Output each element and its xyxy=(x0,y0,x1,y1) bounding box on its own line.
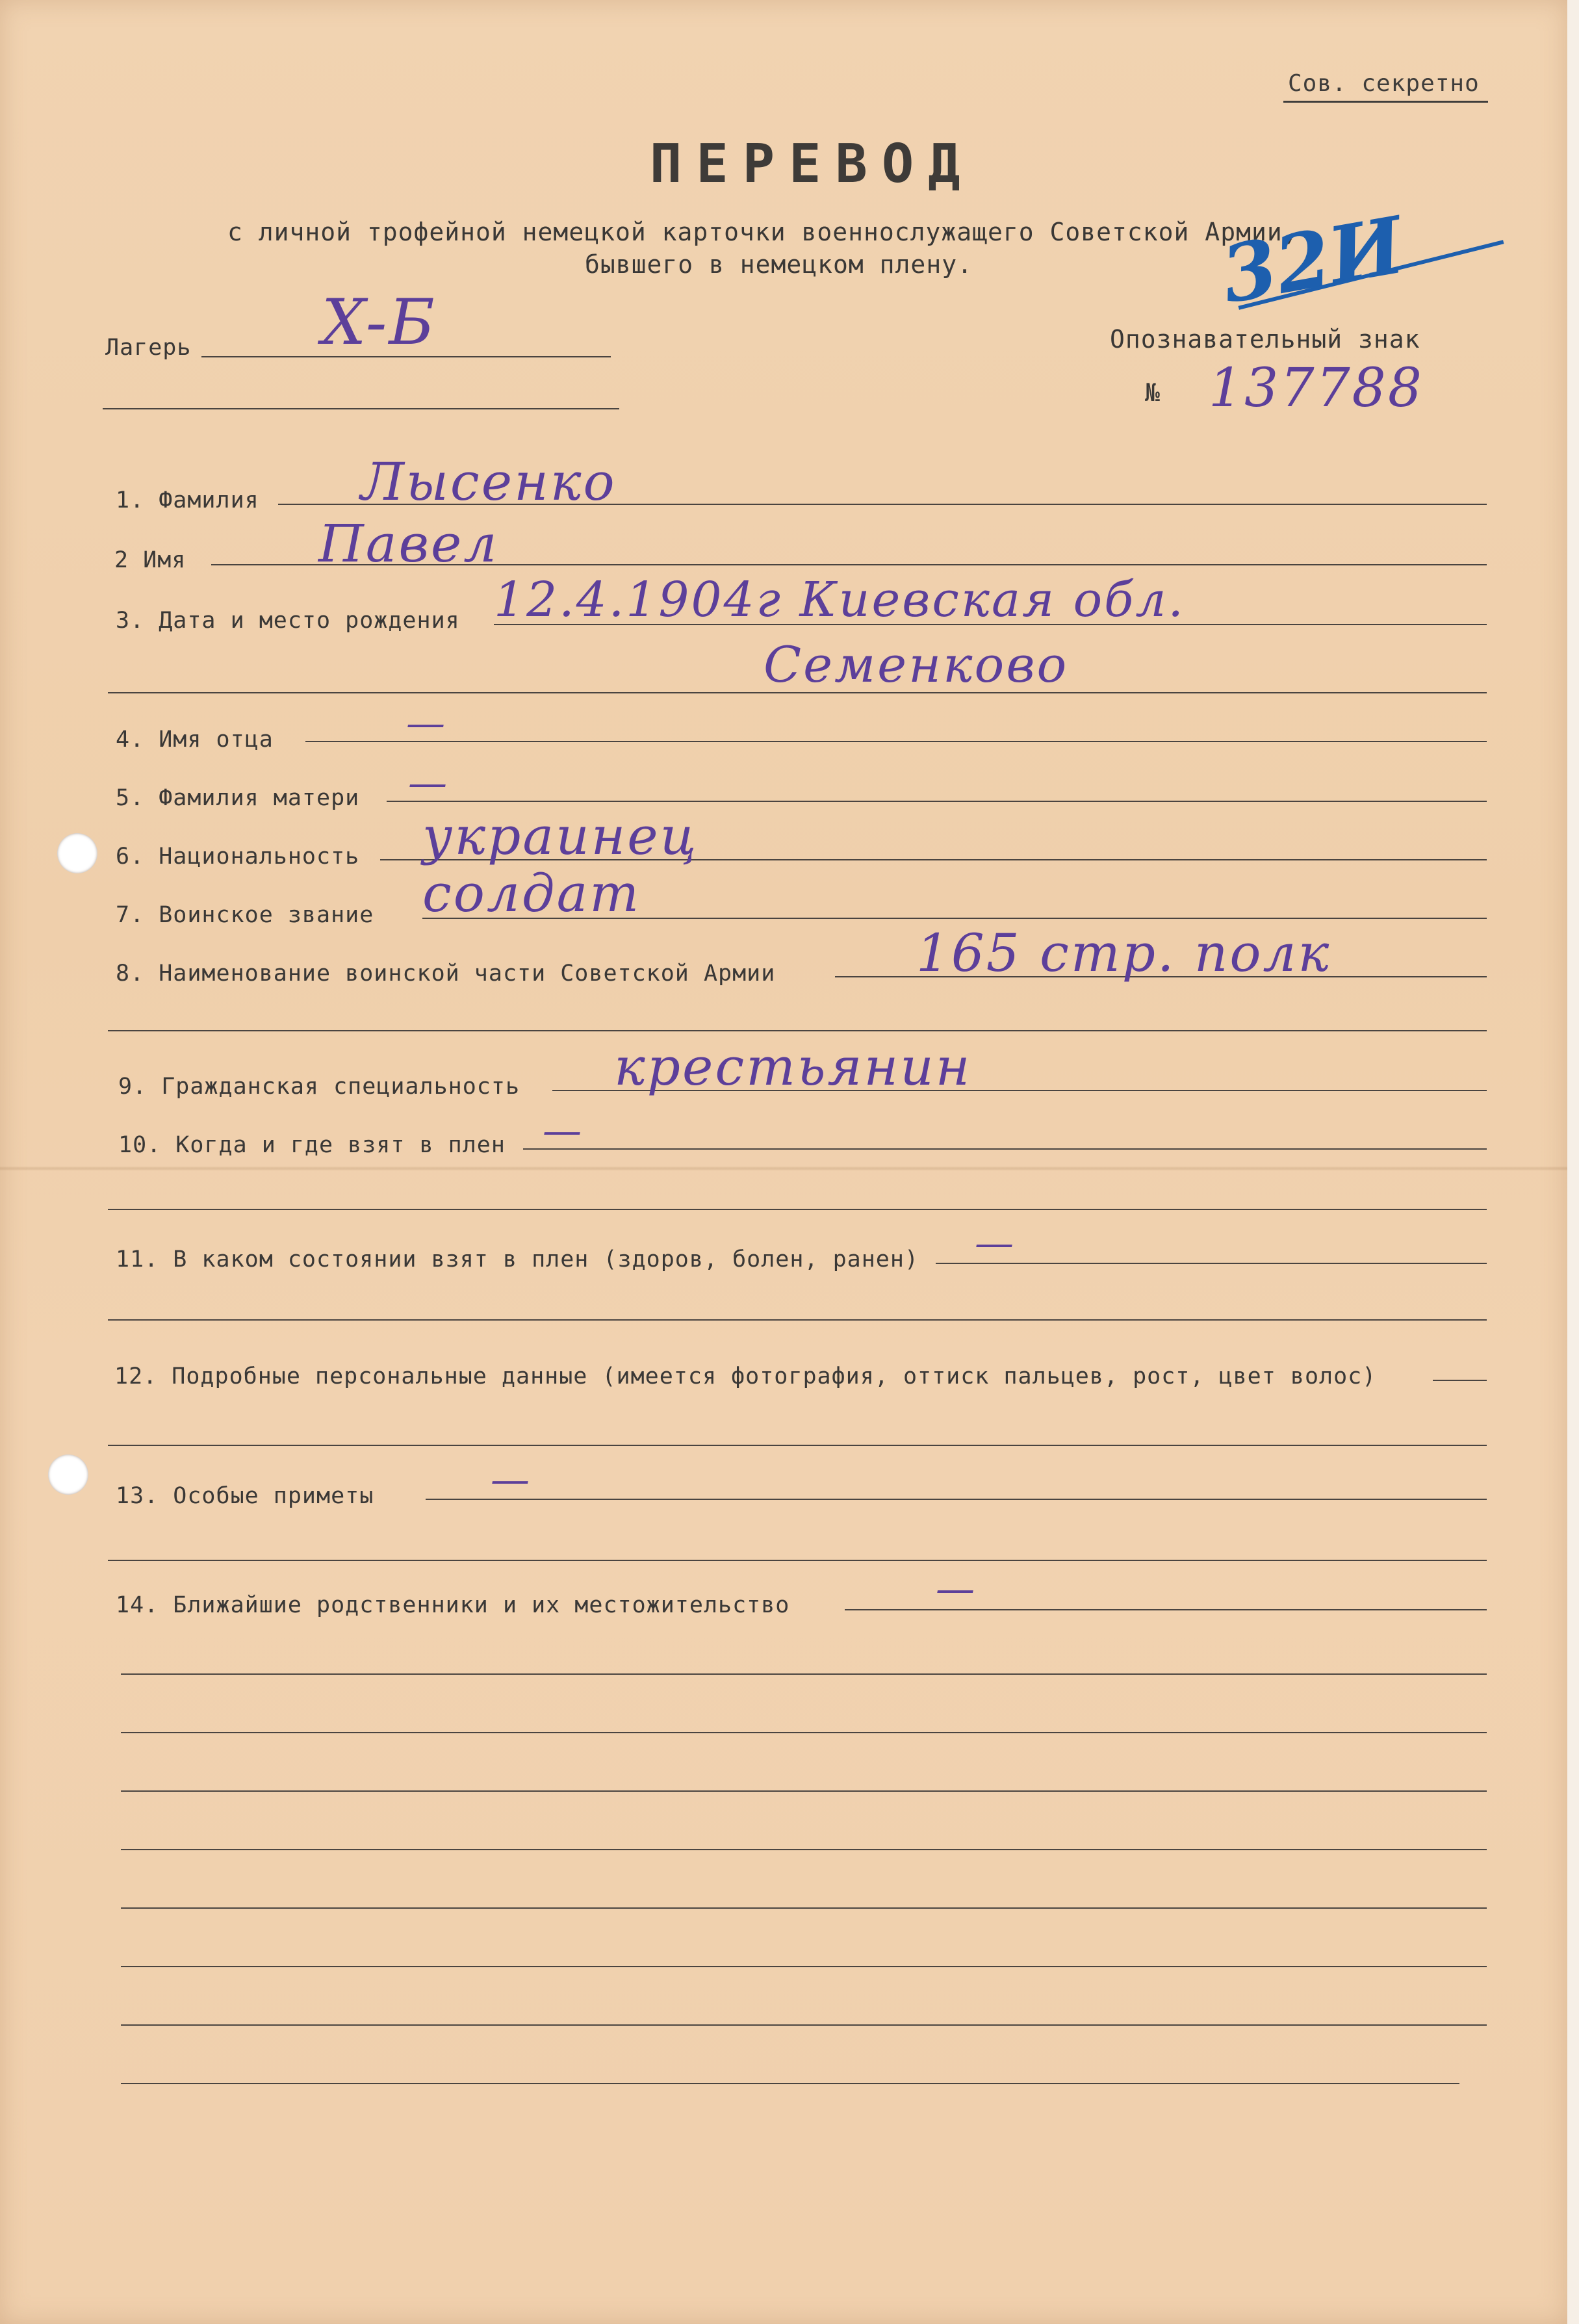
field-11-line xyxy=(936,1263,1487,1264)
camp-line-2 xyxy=(103,408,619,409)
field-8-label: 8. Наименование воинской части Советской Армии xyxy=(116,961,776,987)
field-9-value: крестьянин xyxy=(614,1037,972,1097)
field-11-label: 11. В каком состоянии взят в плен (здоров, болен, ранен) xyxy=(116,1246,919,1272)
field-3-value-2: Семенково xyxy=(764,636,1069,693)
field-12-line xyxy=(1433,1380,1487,1381)
field-2-label: 2 Имя xyxy=(114,547,186,573)
field-12-label: 12. Подробные персональные данные (имеется фотография, оттиск пальцев, рост, цвет волос) xyxy=(114,1363,1377,1389)
field-10-value: — xyxy=(543,1108,584,1154)
field-8-value: 165 стр. полк xyxy=(916,923,1331,983)
id-tag-number-sign: № xyxy=(1145,378,1161,407)
blank-line xyxy=(121,1673,1487,1675)
blank-line xyxy=(121,1907,1487,1909)
field-4-value: — xyxy=(406,701,447,746)
field-13-line xyxy=(426,1499,1487,1500)
field-1-value: Лысенко xyxy=(361,452,617,512)
field-14-value: — xyxy=(936,1566,977,1612)
field-3-value: 12.4.1904г Киевская обл. xyxy=(494,572,1185,628)
blank-line xyxy=(121,2083,1459,2084)
field-6-value: украинец xyxy=(422,806,699,866)
field-5-label: 5. Фамилия матери xyxy=(116,785,360,811)
camp-label: Лагерь xyxy=(105,335,192,361)
punch-hole xyxy=(57,833,97,873)
field-13-label: 13. Особые приметы xyxy=(116,1483,374,1509)
blank-line xyxy=(121,1966,1487,1967)
field-10-line-2 xyxy=(108,1209,1487,1210)
blank-line xyxy=(121,1849,1487,1850)
scan-edge xyxy=(1567,0,1579,2324)
field-13-line-2 xyxy=(108,1560,1487,1561)
camp-value: X-Б xyxy=(322,286,437,359)
field-4-label: 4. Имя отца xyxy=(116,727,274,753)
blank-line xyxy=(121,1790,1487,1792)
field-14-label: 14. Ближайшие родственники и их местожительство xyxy=(116,1592,790,1618)
field-10-label: 10. Когда и где взят в плен xyxy=(118,1132,506,1158)
subtitle-line-1: с личной трофейной немецкой карточки военнослужащего Советской Армии, xyxy=(227,218,1298,246)
field-6-label: 6. Национальность xyxy=(116,844,360,870)
blank-line xyxy=(121,1732,1487,1733)
field-13-value: — xyxy=(491,1457,532,1503)
id-tag-label: Опознавательный знак xyxy=(1110,325,1420,354)
field-12-line-2 xyxy=(108,1445,1487,1446)
classification-underline xyxy=(1283,101,1488,103)
field-3-label: 3. Дата и место рождения xyxy=(116,608,460,634)
field-2-value: Павел xyxy=(318,513,499,574)
paper-fold xyxy=(0,1167,1567,1170)
field-5-line xyxy=(387,801,1487,802)
field-7-label: 7. Воинское звание xyxy=(116,902,374,928)
field-10-line xyxy=(523,1148,1487,1150)
document-title: ПЕРЕВОД xyxy=(650,133,975,195)
punch-hole xyxy=(48,1454,88,1495)
id-tag-value: 137788 xyxy=(1209,357,1424,419)
field-11-value: — xyxy=(975,1220,1016,1266)
margin-note: 32И xyxy=(1214,199,1411,322)
field-4-line xyxy=(305,741,1487,742)
subtitle-line-2: бывшего в немецком плену. xyxy=(585,250,973,279)
field-5-value: — xyxy=(408,760,449,806)
field-7-value: солдат xyxy=(422,863,641,923)
field-9-label: 9. Гражданская специальность xyxy=(118,1074,520,1100)
blank-line xyxy=(121,2024,1487,2026)
field-11-line-2 xyxy=(108,1319,1487,1321)
field-1-label: 1. Фамилия xyxy=(116,487,259,513)
classification-stamp: Сов. секретно xyxy=(1288,70,1480,97)
field-8-line-2 xyxy=(108,1030,1487,1031)
